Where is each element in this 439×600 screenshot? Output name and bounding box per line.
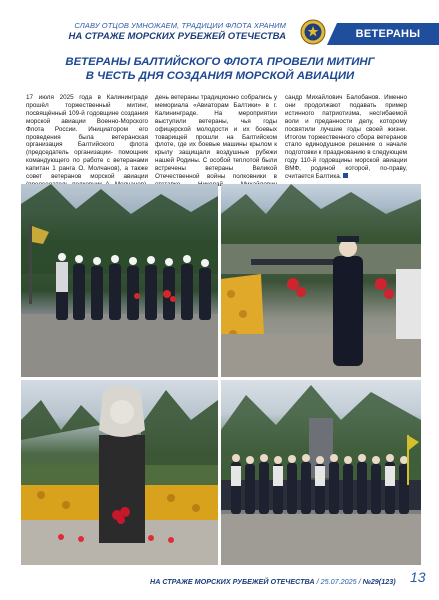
end-of-article-icon [343, 173, 348, 178]
section-label-text: ВЕТЕРАНЫ [355, 28, 421, 40]
page-number: 13 [410, 569, 426, 585]
photo-veterans-lineup [21, 184, 218, 377]
header-paper-name: НА СТРАЖЕ МОРСКИХ РУБЕЖЕЙ ОТЕЧЕСТВА [68, 31, 286, 42]
header-slogan: СЛАВУ ОТЦОВ УМНОЖАЕМ, ТРАДИЦИИ ФЛОТА ХРАНИМ [74, 21, 286, 30]
article-column-3 [285, 94, 407, 181]
footer-date: 25.07.2025 [320, 577, 357, 586]
naval-emblem-icon [300, 19, 326, 45]
article-column-1: 17 июля 2025 года в Калининграде прошёл торжественный митинг, посвящённый 109-й годовщине создания морской авиации Военно-Морского Флота России. Инициатором его проведения была ветеранская организация Балтийского флота (председатель организации- помощник командующего по работе с ветеранами капитан 1 ранга О. Молчанов), а также совет ветеранов морской авиации [26, 94, 148, 181]
footer-separator: / [316, 577, 319, 586]
article-headline [40, 55, 400, 83]
photo-officer-with-flowers [221, 184, 421, 377]
section-label [337, 23, 439, 45]
photo-pilot-monument [21, 380, 218, 565]
photo-group-at-memorial [221, 380, 421, 565]
footer-paper-name: НА СТРАЖЕ МОРСКИХ РУБЕЖЕЙ ОТЕЧЕСТВА [150, 577, 315, 586]
footer-separator-2: / [358, 577, 361, 586]
article-column-2: день ветераны традиционно собрались у мемориала «Авиаторам Балтики» в г. Калининграде. На мероприятии выступили ветераны, чья годы офицерской молодости и их боевых товарищей прошли на Балтийском флоте, где их боевые машины крылом к крылу защищали воздушные рубежи нашей Родины. С особой теплотой были встречены ветераны Великой Отечественной войны полковники в [155, 94, 277, 181]
page-footer [150, 577, 396, 586]
headline-line-1: ВЕТЕРАНЫ БАЛТИЙСКОГО ФЛОТА ПРОВЕЛИ МИТИНГ [65, 56, 375, 68]
footer-issue: №29(123) [362, 577, 396, 586]
article-column-3-text: сандр Михайлович Балобанов. Именно они продолжают подавать пример истинного патриотизма, несгибаемой воли и преданности делу, которому посвятили лучшие годы своей жизни. Итогом торжественного сбора ветеранов стало единодушное решение о начале подготовки к празднованию в следующем году 110-й годовщины морской авиации ВМФ, родиной которой, по-праву, считается Балтика. [285, 94, 407, 181]
headline-line-2: В ЧЕСТЬ ДНЯ СОЗДАНИЯ МОРСКОЙ АВИАЦИИ [85, 70, 355, 82]
